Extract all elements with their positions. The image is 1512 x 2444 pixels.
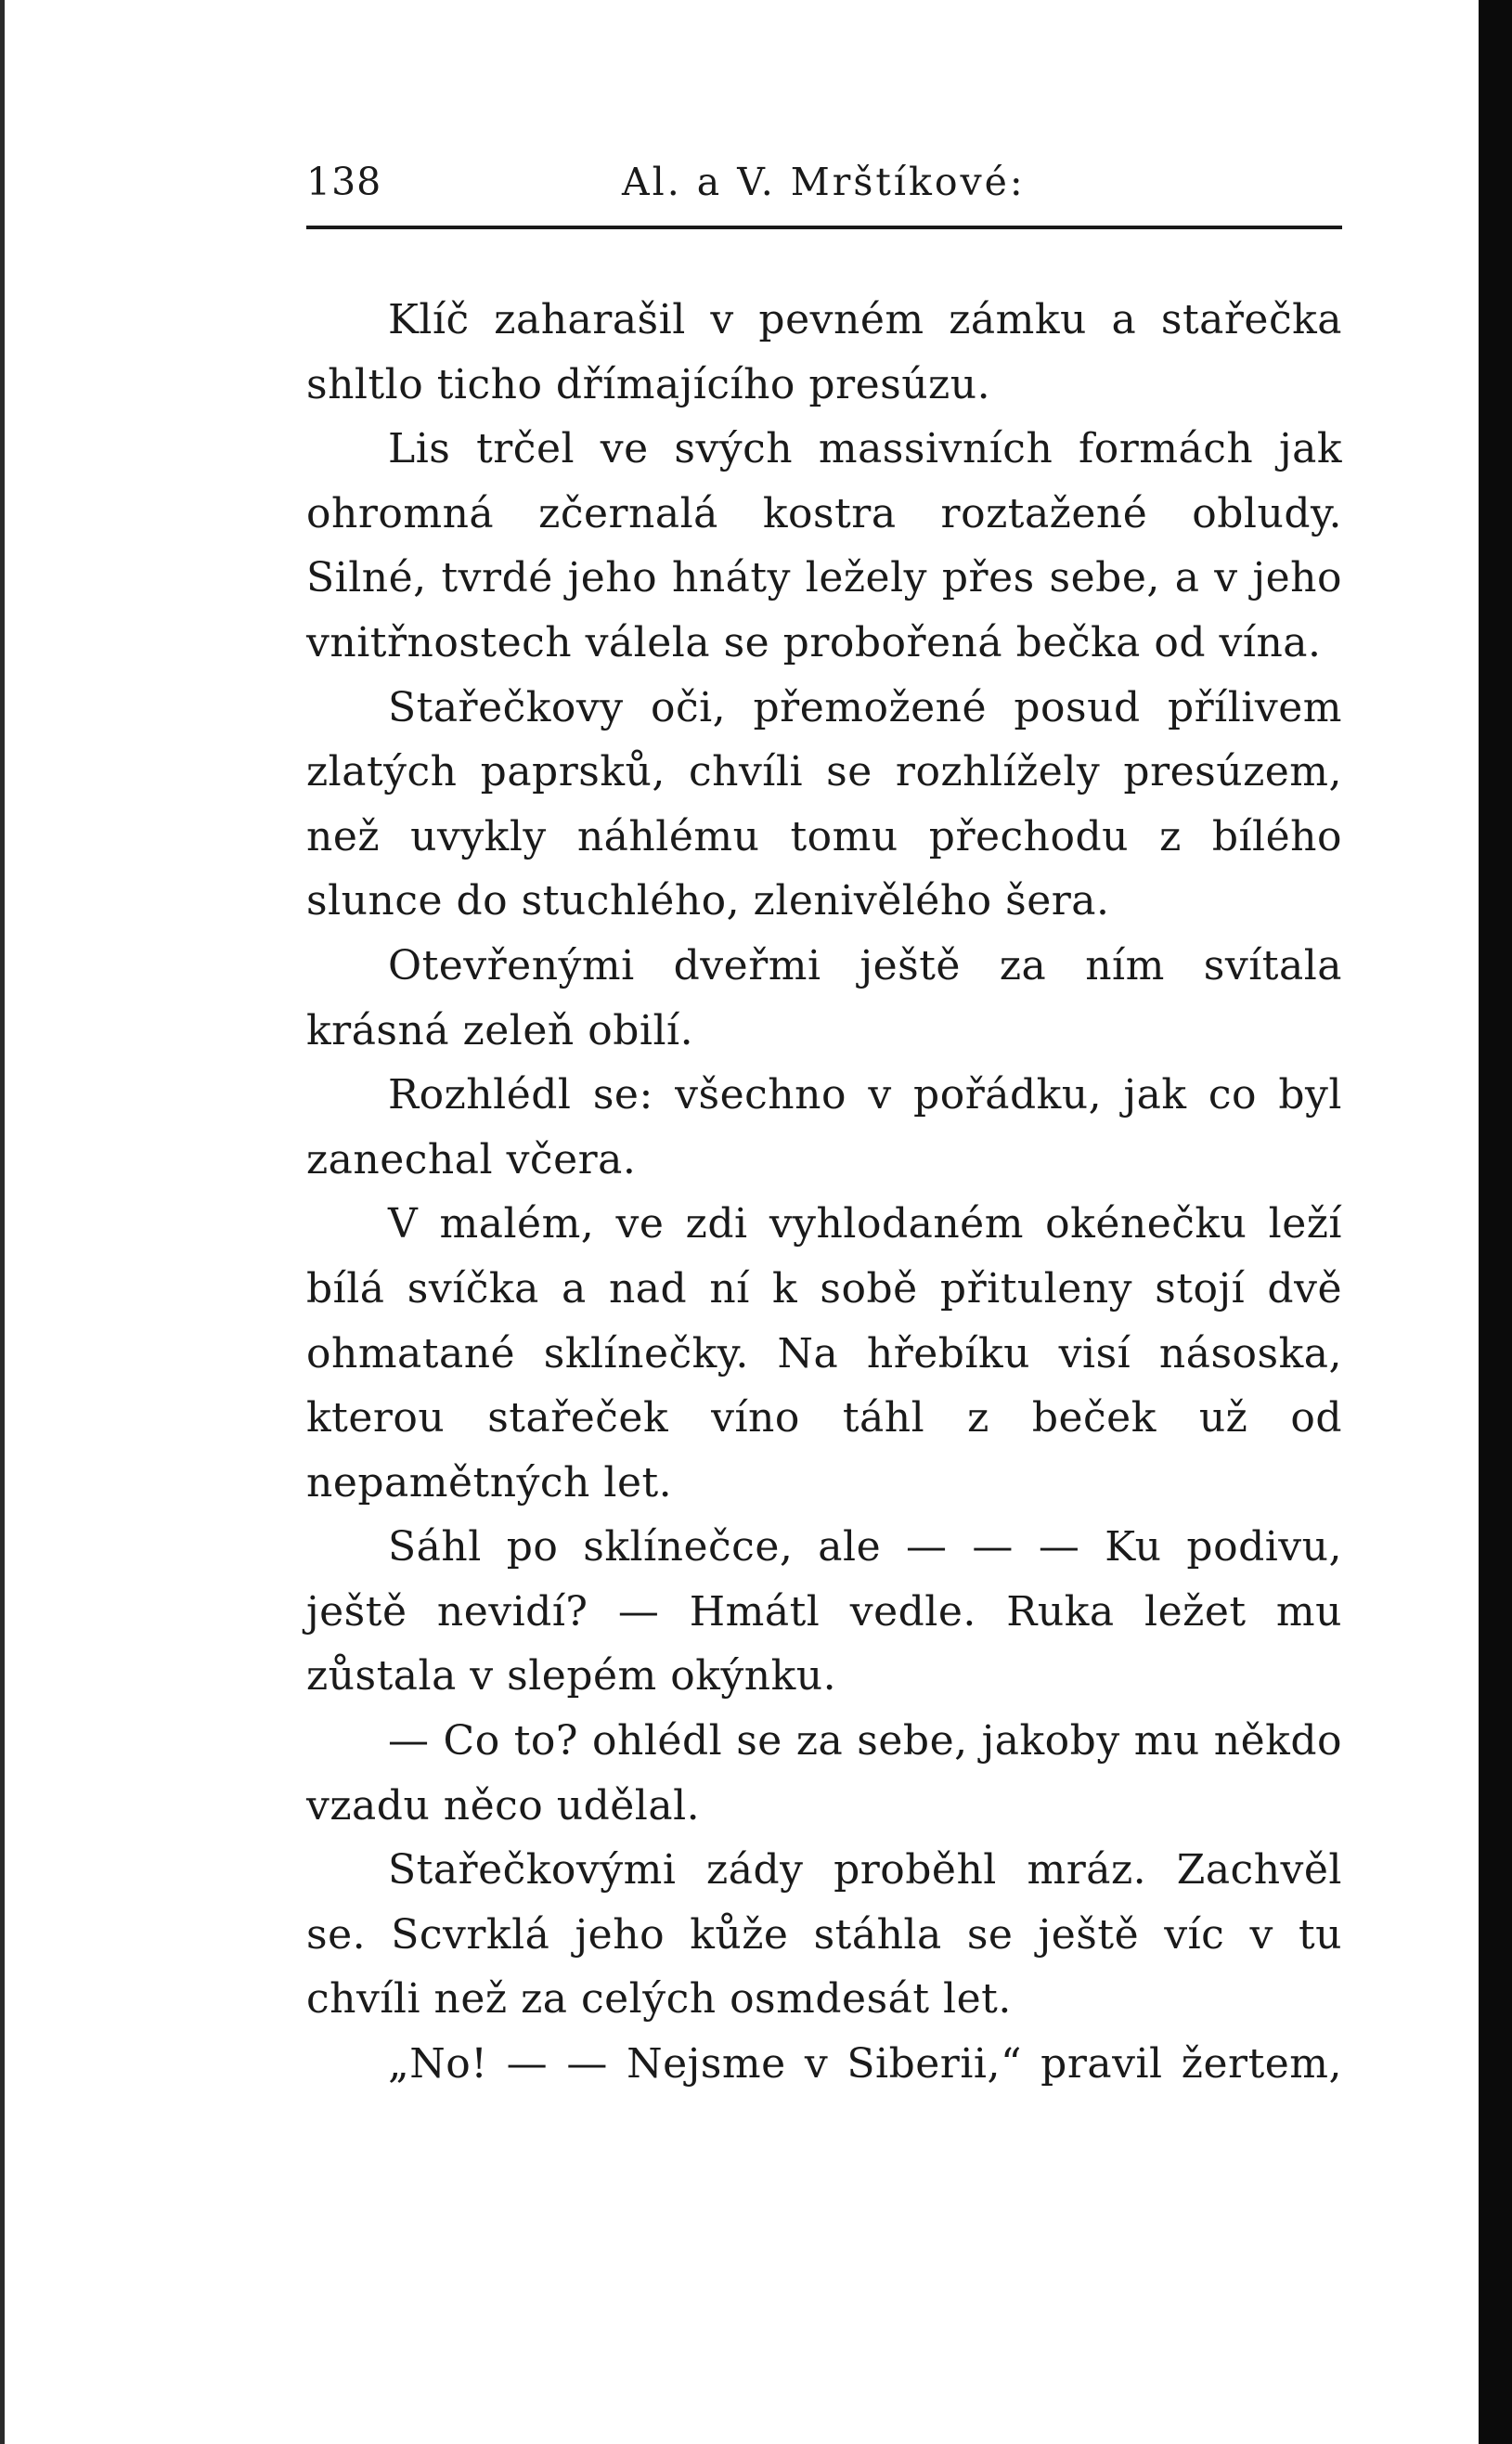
book-page	[306, 139, 1342, 2088]
header-rule	[306, 226, 1342, 229]
page-number: 138	[306, 160, 382, 204]
paragraph: Otevřenými dveřmi ještě za ním svítala krásná zeleň obilí.	[306, 941, 1342, 1054]
paragraph: Sáhl po sklínečce, ale — — — Ku podivu, ještě nevidí? — Hmátl vedle. Ruka ležet mu zůstala v slepém okýnku.	[306, 1523, 1342, 1700]
paragraph: Stařečkovy oči, přemožené posud přílivem zlatých paprsků, chvíli se rozhlížely presúzem, než uvykly náhlému tomu přechodu z bílého slunce do stuchlého, zlenivělého šera.	[306, 683, 1342, 925]
paragraph: Lis trčel ve svých massivních formách jak ohromná zčernalá kostra roztažené obludy. Silné, tvrdé jeho hnáty ležely přes sebe, a v jeho vnitřnostech válela se probořená bečka od vína.	[306, 425, 1342, 666]
paragraph: Rozhlédl se: všechno v pořádku, jak co byl zanechal včera.	[306, 1071, 1342, 1183]
paragraph: V malém, ve zdi vyhlodaném okénečku leží bílá svíčka a nad ní k sobě přituleny stojí dvě ohmatané sklínečky. Na hřebíku visí násoska, kterou stařeček víno táhl z beček už od nepamětných let.	[306, 1200, 1342, 1506]
paragraph: „No! — — Nejsme v Siberii,“ pravil žertem,	[388, 2040, 1342, 2088]
scan-edge-left	[0, 0, 5, 2444]
page-header	[306, 139, 1342, 223]
paragraph: — Co to? ohlédl se za sebe, jakoby mu někdo vzadu něco udělal.	[306, 1717, 1342, 1830]
scan-edge-right	[1479, 0, 1512, 2444]
body-text	[306, 288, 1342, 2097]
running-title: Al. a V. Mrštíkové:	[622, 160, 1026, 204]
paragraph: Klíč zaharašil v pevném zámku a stařečka shltlo ticho dřímajícího presúzu.	[306, 296, 1342, 408]
paragraph: Stařečkovými zády proběhl mráz. Zachvěl se. Scvrklá jeho kůže stáhla se ještě víc v tu chvíli než za celých osmdesát let.	[306, 1846, 1342, 2024]
